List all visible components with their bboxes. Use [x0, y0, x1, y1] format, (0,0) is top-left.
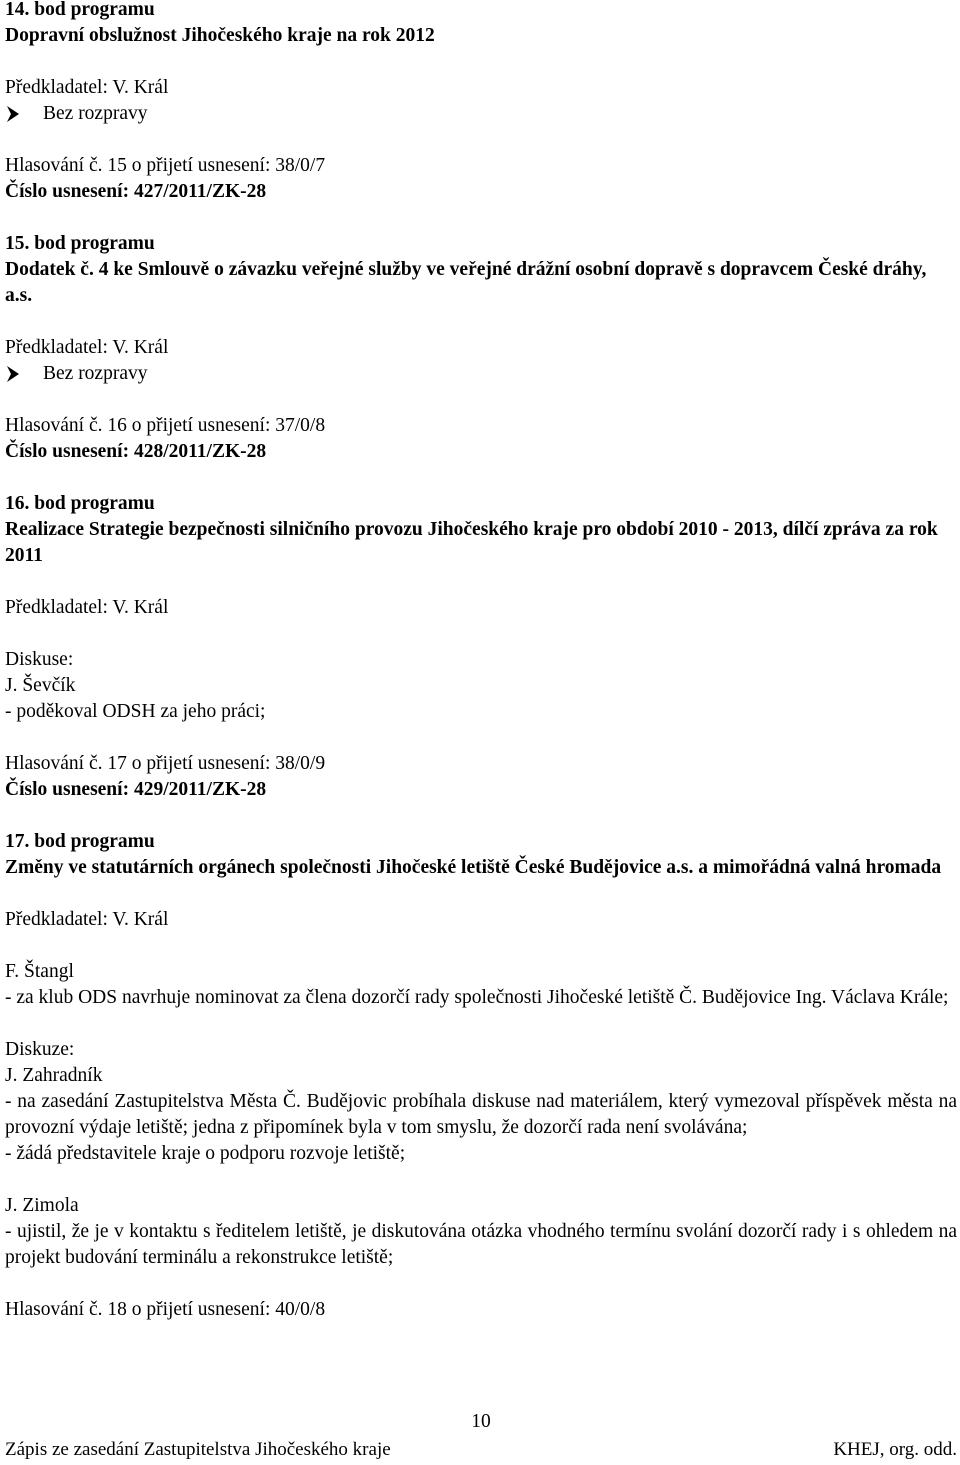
proposer-statement: - za klub ODS navrhuje nominovat za člena dozorčí rady společnosti Jihočeské letiště Č. Budějovice Ing. Václava Krále;: [5, 987, 949, 1008]
proposer-name: F. Štangl: [5, 961, 74, 982]
agenda-item-14: [5, 0, 957, 205]
vote-line: Hlasování č. 18 o přijetí usnesení: 40/0/8: [5, 1299, 326, 1320]
speaker-name: J. Ševčík: [5, 675, 76, 696]
agenda-item-15: [5, 231, 957, 465]
vote-line: Hlasování č. 15 o přijetí usnesení: 38/0/7: [5, 155, 326, 176]
discussion-label: Diskuse:: [5, 649, 74, 670]
presenter: Předkladatel: V. Král: [5, 337, 169, 358]
presenter: Předkladatel: V. Král: [5, 597, 169, 618]
bullet-row: [5, 361, 957, 387]
vote-line: Hlasování č. 17 o přijetí usnesení: 38/0/9: [5, 753, 326, 774]
speaker-name: J. Zahradník: [5, 1065, 103, 1086]
item-number: 16. bod programu: [5, 493, 155, 514]
item-number: 17. bod programu: [5, 831, 155, 852]
agenda-item-16: [5, 491, 957, 803]
page-number: 10: [471, 1411, 491, 1432]
bullet-text: Bez rozpravy: [43, 363, 148, 384]
item-title: Změny ve statutárních orgánech společnosti Jihočeské letiště České Budějovice a.s. a mimořádná valná hromada: [5, 857, 942, 878]
arrow-bullet-icon: [7, 366, 19, 382]
resolution-number: Číslo usnesení: 427/2011/ZK-28: [5, 181, 267, 202]
speaker-statement: - ujistil, že je v kontaktu s ředitelem letiště, je diskutována otázka vhodného termínu svolání dozorčí rady i s ohledem na projekt budování terminálu a rekonstrukce letiště;: [5, 1221, 957, 1268]
bullet-text: Bez rozpravy: [43, 103, 148, 124]
speaker-statement: - na zasedání Zastupitelstva Města Č. Budějovic probíhala diskuse nad materiálem, který vymezoval příspěvek města na provozní výdaje letiště; jedna z připomínek byla v tom smyslu, že dozorčí rada není svolávána;: [5, 1091, 957, 1138]
item-title: Dopravní obslužnost Jihočeského kraje na rok 2012: [5, 25, 435, 46]
arrow-bullet-icon: [7, 106, 19, 122]
document-page: [5, 0, 957, 1460]
page-footer: [5, 1409, 957, 1463]
speaker-statement: - žádá představitele kraje o podporu rozvoje letiště;: [5, 1143, 406, 1164]
resolution-number: Číslo usnesení: 428/2011/ZK-28: [5, 441, 267, 462]
vote-line: Hlasování č. 16 o přijetí usnesení: 37/0/8: [5, 415, 326, 436]
footer-right-text: KHEJ, org. odd.: [833, 1439, 957, 1460]
presenter: Předkladatel: V. Král: [5, 77, 169, 98]
speaker-name: J. Zimola: [5, 1195, 79, 1216]
agenda-item-17: [5, 829, 957, 1323]
presenter: Předkladatel: V. Král: [5, 909, 169, 930]
discussion-label: Diskuze:: [5, 1039, 75, 1060]
resolution-number: Číslo usnesení: 429/2011/ZK-28: [5, 779, 267, 800]
footer-left-text: Zápis ze zasedání Zastupitelstva Jihočeského kraje: [5, 1439, 391, 1460]
item-title: Dodatek č. 4 ke Smlouvě o závazku veřejné služby ve veřejné drážní osobní dopravě s dopravcem České dráhy, a.s.: [5, 259, 927, 306]
speaker-statement: - poděkoval ODSH za jeho práci;: [5, 701, 266, 722]
item-number: 14. bod programu: [5, 0, 155, 20]
bullet-row: [5, 101, 957, 127]
item-title: Realizace Strategie bezpečnosti silničního provozu Jihočeského kraje pro období 2010 - 2013, dílčí zpráva za rok 2011: [5, 519, 938, 566]
item-number: 15. bod programu: [5, 233, 155, 254]
